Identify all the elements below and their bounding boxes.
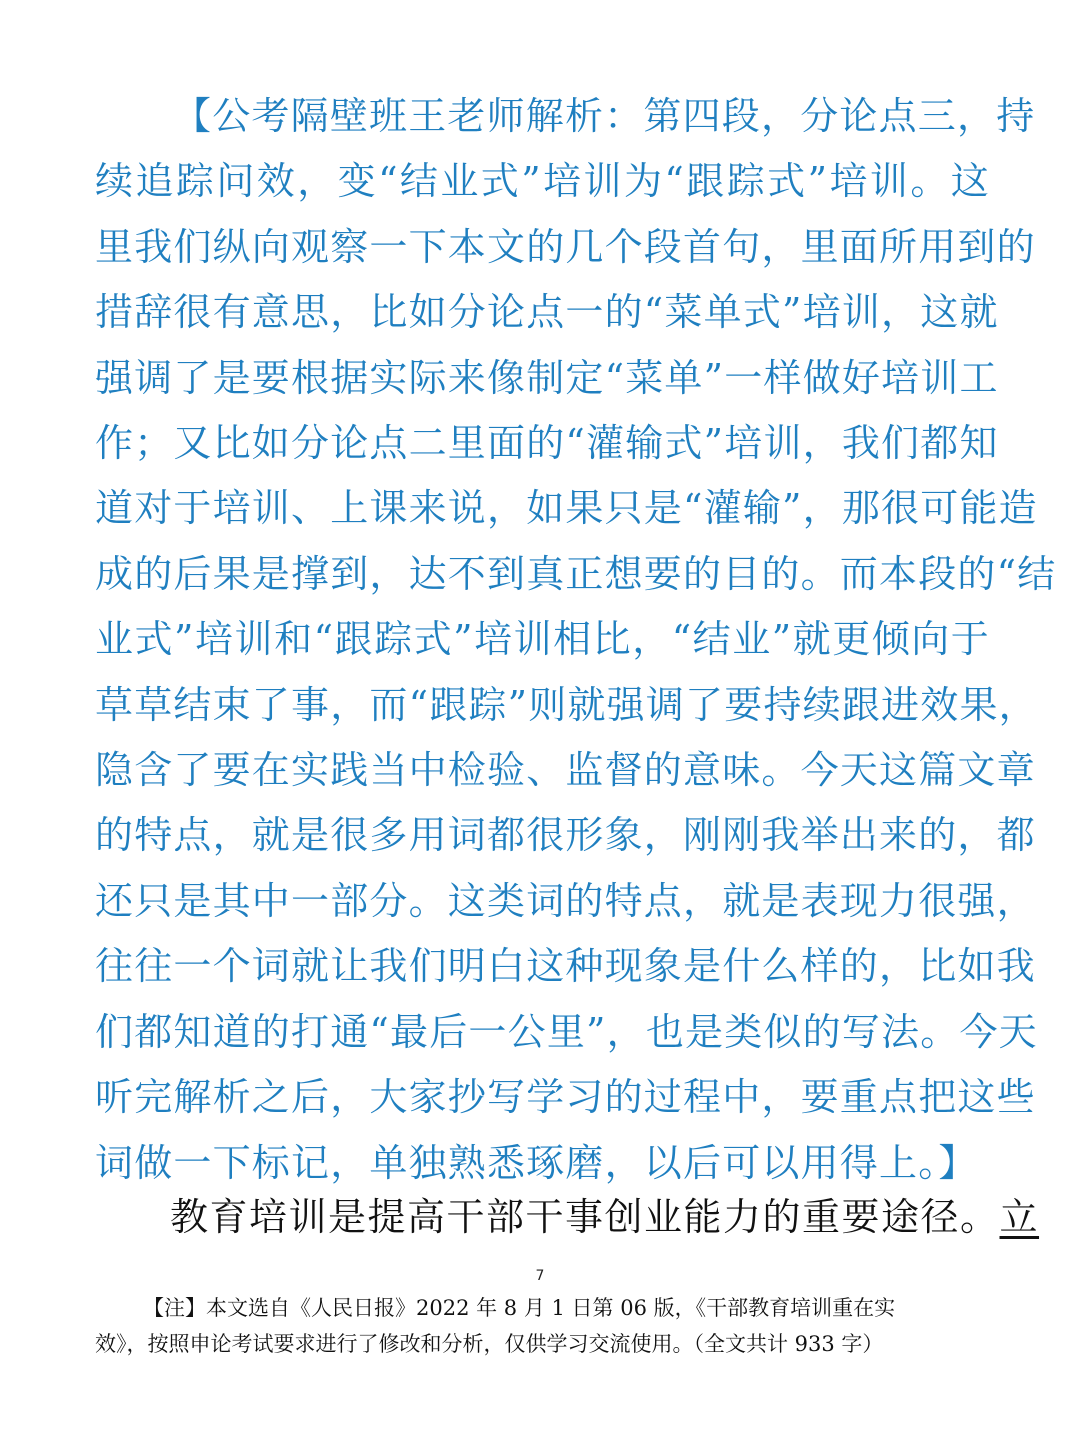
body-text: 教育培训是提高干部干事创业能力的重要途径。	[170, 1195, 1000, 1239]
analysis-line: 道对于培训、上课来说，如果只是“灌输”，那很可能造	[95, 486, 1038, 531]
body-text-line	[170, 1188, 1040, 1246]
analysis-line: 措辞很有意思，比如分论点一的“菜单式”培训，这就	[95, 290, 999, 335]
underlined-text: 立	[999, 1195, 1040, 1239]
analysis-line: 往往一个词就让我们明白这种现象是什么样的，比如我	[95, 944, 1036, 989]
analysis-line: 续追踪问效，变“结业式”培训为“跟踪式”培训。这	[95, 159, 990, 204]
footnote	[95, 1290, 990, 1362]
analysis-line: 草草结束了事，而“跟踪”则就强调了要持续跟进效果，	[95, 682, 1038, 727]
analysis-line: 【公考隔壁班王老师解析：第四段，分论点三，持	[173, 94, 1036, 138]
footnote-line: 效》，按照申论考试要求进行了修改和分析，仅供学习交流使用。（全文共计 933 字）	[95, 1332, 884, 1356]
footnote-line: 【注】本文选自《人民日报》2022 年 8 月 1 日第 06 版，《干部教育培训重在实	[143, 1296, 896, 1320]
analysis-line: 里我们纵向观察一下本文的几个段首句，里面所用到的	[95, 224, 1036, 269]
analysis-line: 们都知道的打通“最后一公里”，也是类似的写法。今天	[95, 1009, 1038, 1054]
page-number: 7	[535, 1268, 545, 1284]
analysis-line: 隐含了要在实践当中检验、监督的意味。今天这篇文章	[95, 748, 1036, 793]
analysis-line: 词做一下标记，单独熟悉琢磨，以后可以用得上。】	[95, 1140, 978, 1185]
analysis-line: 的特点，就是很多用词都很形象，刚刚我举出来的，都	[95, 813, 1036, 858]
analysis-line: 成的后果是撑到，达不到真正想要的目的。而本段的“结	[95, 551, 1057, 596]
analysis-line: 业式”培训和“跟踪式”培训相比，“结业”就更倾向于	[95, 617, 990, 662]
analysis-line: 强调了是要根据实际来像制定“菜单”一样做好培训工	[95, 355, 999, 400]
analysis-line: 还只是其中一部分。这类词的特点，就是表现力很强，	[95, 878, 1036, 923]
analysis-line: 听完解析之后，大家抄写学习的过程中，要重点把这些	[95, 1075, 1036, 1120]
analysis-paragraph	[95, 84, 1057, 1196]
analysis-line: 作；又比如分论点二里面的“灌输式”培训，我们都知	[95, 421, 999, 466]
